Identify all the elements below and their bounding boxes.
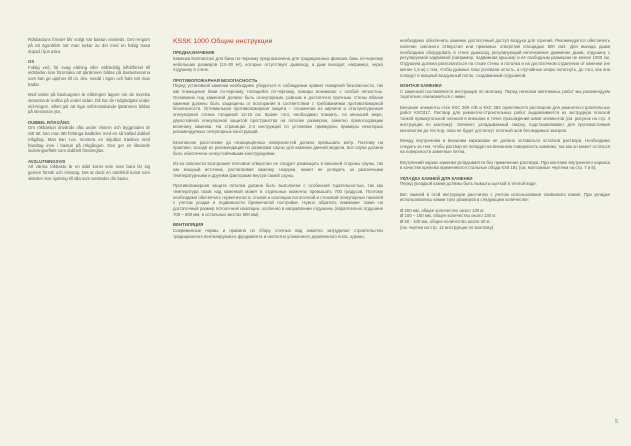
paragraph: Om rökbastun används ofta under vintern och byggnaden är rätt tät, kan man lätt förlänga badtiden med en så kallad dubbel rökgång. Man kan t.ex. montera en skjutbar träskiva med handtag inne i bastun på rökgången. Den ger en liknande isoleringseffekt som dubbelt fönsterglas. (28, 125, 150, 154)
paragraph: Каменка Karmanzavi для бани по-черному предназначена для традиционных финских бань по-черному небольших размеров (13–30 м³), которые отсутствует дымоход, а дым выходит, например, через отдушину в стене. (173, 55, 383, 73)
paragraph: Из-за опасности возгорания тепловое отверстие не следует размещать в внешней стороны сауны, так как мощный источник, растапливая каменку снаружи, может не уследить за различными температурными и другими факторами внутри самой сауны. (173, 161, 383, 178)
paragraph: Между внутренним и внешним каркасами не должно оставаться остатков раствора. Необходимо следить за тем, чтобы раствор не попадал на внешнюю поверхность каменки, так как он может остаться на поверхности заметные пятна. (400, 137, 610, 155)
paragraph: Вес камней в этой инструкции рассчитан с учетом использования оливкового камня. При укладке использовались камни трех размеров в следующем количестве: (400, 191, 610, 203)
paragraph: необходимо обеспечить каменке достаточный доступ воздуха для горения. Рекомендуется обеспечить наличие сквозного отверстия или приемных отверстий площадью 500 см2. Для вывода дыма необходимо оборудовать в стене дымоход, регулирующий интенсивное движение дыма, отдушину с регулируемой задвижкой (например, подвижная крышка) и её свободным размером не менее 1000 см. Отдушина должна располагаться на стыке стены и потолка и на достаточном отдалении от каменки (не менее 1,5 м) с тем, чтобы дымные газы успевали остыть, а случайные искры погаснуть, до того, как они попадут в мощный воздушный поток, создаваемый отдушиной. (400, 38, 610, 78)
section-title: KSSK 1000 Общие инструкции (173, 38, 273, 45)
heading-fire-safety: ПРОТИВОПОЖАРНАЯ БЕЗОПАСНОСТЬ (173, 77, 258, 83)
list-item: Ø 200 мм, общее количество около 130 кг. (400, 207, 485, 213)
paragraph: Внешние элементы стен КХС 289 А/В и КХС 282 скрепляются раствором для ремонтно-строительных работ КХО317. Раствор для ремонтно-строительных работ выдавливается из экструдера плоской тонкой прямоугольной пленкой в внешних в точке прохождения швов элементов (см. рисунок на стр. 4 инструкции по монтажу). Элемент, укладываемый сверху, подстанавливают для противостояния монолитом до тех пор, пока не будет достигнут плотный шов без видимых зазоров. (400, 104, 610, 133)
page-number: 5 (615, 419, 619, 425)
paragraph: Перед установкой каменки необходимо убедиться в соблюдении правил пожарной безопасности, так как помещение бани по-черному, топящейся по-черному, пожары возникают с особой легкостью. Основание под каменкой должно быть огнеупорным, ровным и достаточно прочным. Стены вблизи каменки должны быть защищены от возгорания в соответствии с требованиями противопожарной безопасности. Оптимальная противопожарная защита – сложенная из кирпича и отштукатуренная огнеупорная стенка толщиной 12-15 см. Кроме того, необходимо помнить, по меньшей мере, двухслойной огнеупорной защитой пространства на потолке размером, заметно превосходящим величину каменки. На страницах 2-3 инструкций по установке приведены примеры некоторых рекомендуемых огнеупорных конструкций. (173, 83, 383, 135)
paragraph: Rökbastuns fönster blir sotigt när bastun används. Det rengörs på ett ögonblick när man torkar av det med en fuktig trasa dopad i ljus aska. (28, 37, 150, 54)
paragraph: Fuktig ved, för svag eldning eller otillräcklig lufttillförsel till eldstaden kan förorsaka att tjärämnen bildas på bastustenarna som kan ge upphov till os, dvs. svedd i ögon och hals när man badar. (28, 64, 150, 87)
paragraph: Внутренний каркас каменки укладывается без применения раствора. При монтаже внутреннего каркаса в качестве крепежа применяются стальные обода КХК 181 (см. монтажные чертежи на стр. 7 и 8). (400, 159, 610, 171)
paragraph: Противопожарная защита потолка должна быть выполнена с особенной тщательностью, так как температура газов над каменкой может в отдельные моменты превышать 700 градусов. Поэтому необходимо обеспечить герметичность стыков и изоляцию потолочной и стеновой огнеупорных панелей с учетом усадки и подвижности бревенчатой постройки. Нужно обратить внимание также на достаточный размер потолочной изоляции, особенно в направлении отдушины (параллельно отдушине 700 – 800 мм, в остальных местах 500 мм). (173, 183, 383, 217)
paragraph: С каменкой поставляются инструкция по монтажу. Перед началом монтажных работ мы рекомендуем тщательно ознакомиться с ними. (400, 88, 610, 100)
paragraph: Современные нормы и правила по сбору сточных вод заметно затрудняют строительство традиционного вентилируемого фундамента и неплотно уложенного деревянного пола, однако, (173, 227, 383, 239)
list-item: (см. чертеж на стр. 12 инструкции по монтажу). (400, 224, 495, 230)
russian-column-1 (173, 38, 383, 244)
heading-stone-laying: УКЛАДКА КАМНЕЙ ДЛЯ КАМЕНКИ (400, 175, 473, 181)
russian-column-2 (400, 38, 610, 235)
paragraph: Att värma rökbastu är en ädel konst som man bara lär sig genom försök och misstag. Det är dock en värdefull konst som skänker stor njutning till alla som använder din bastu. (28, 164, 150, 181)
heading-ventilation: ВЕНТИЛЯЦИЯ (173, 222, 204, 227)
heading-dubbel-rokgang: DUBBEL RÖKGÅNG (28, 119, 70, 125)
heading-avslutningsvis: AVSLUTNINGSVIS (28, 158, 66, 164)
heading-purpose: ПРЕДНАЗНАЧЕНИЕ (173, 50, 215, 55)
paragraph: Безопасное расстояние до незащищённых поверхностей должно превышать метр. Поэтому на практике, исходя из рекомендаций по размерам сауны для каменки данной модели, вся сауна должна быть обеспечена огнеустойчивыми конструкциями. (173, 139, 383, 156)
heading-installation: МОНТАЖ КАМЕНКИ (400, 82, 442, 88)
swedish-column (28, 37, 150, 186)
paragraph: Перед укладкой камни должны быть вымыты щеткой в теплой воде. (400, 181, 537, 187)
stone-size-list (400, 208, 610, 231)
heading-os: OS (28, 58, 35, 64)
paragraph: Med tanke på bastuugnen är eldningen lagom om de översta stenarna är sotfria på under sidan. Då har de rödglödgats under eld-ningen, vilket gör att inga osförorsakande tjärämnen bildas på stenarnas yta. (28, 92, 150, 115)
list-item: Ø 50 - 100 мм, общее количество около 40 кг. (400, 219, 491, 224)
list-item: Ø 100 – 150 мм, общее количество около 130 кг. (400, 213, 497, 219)
